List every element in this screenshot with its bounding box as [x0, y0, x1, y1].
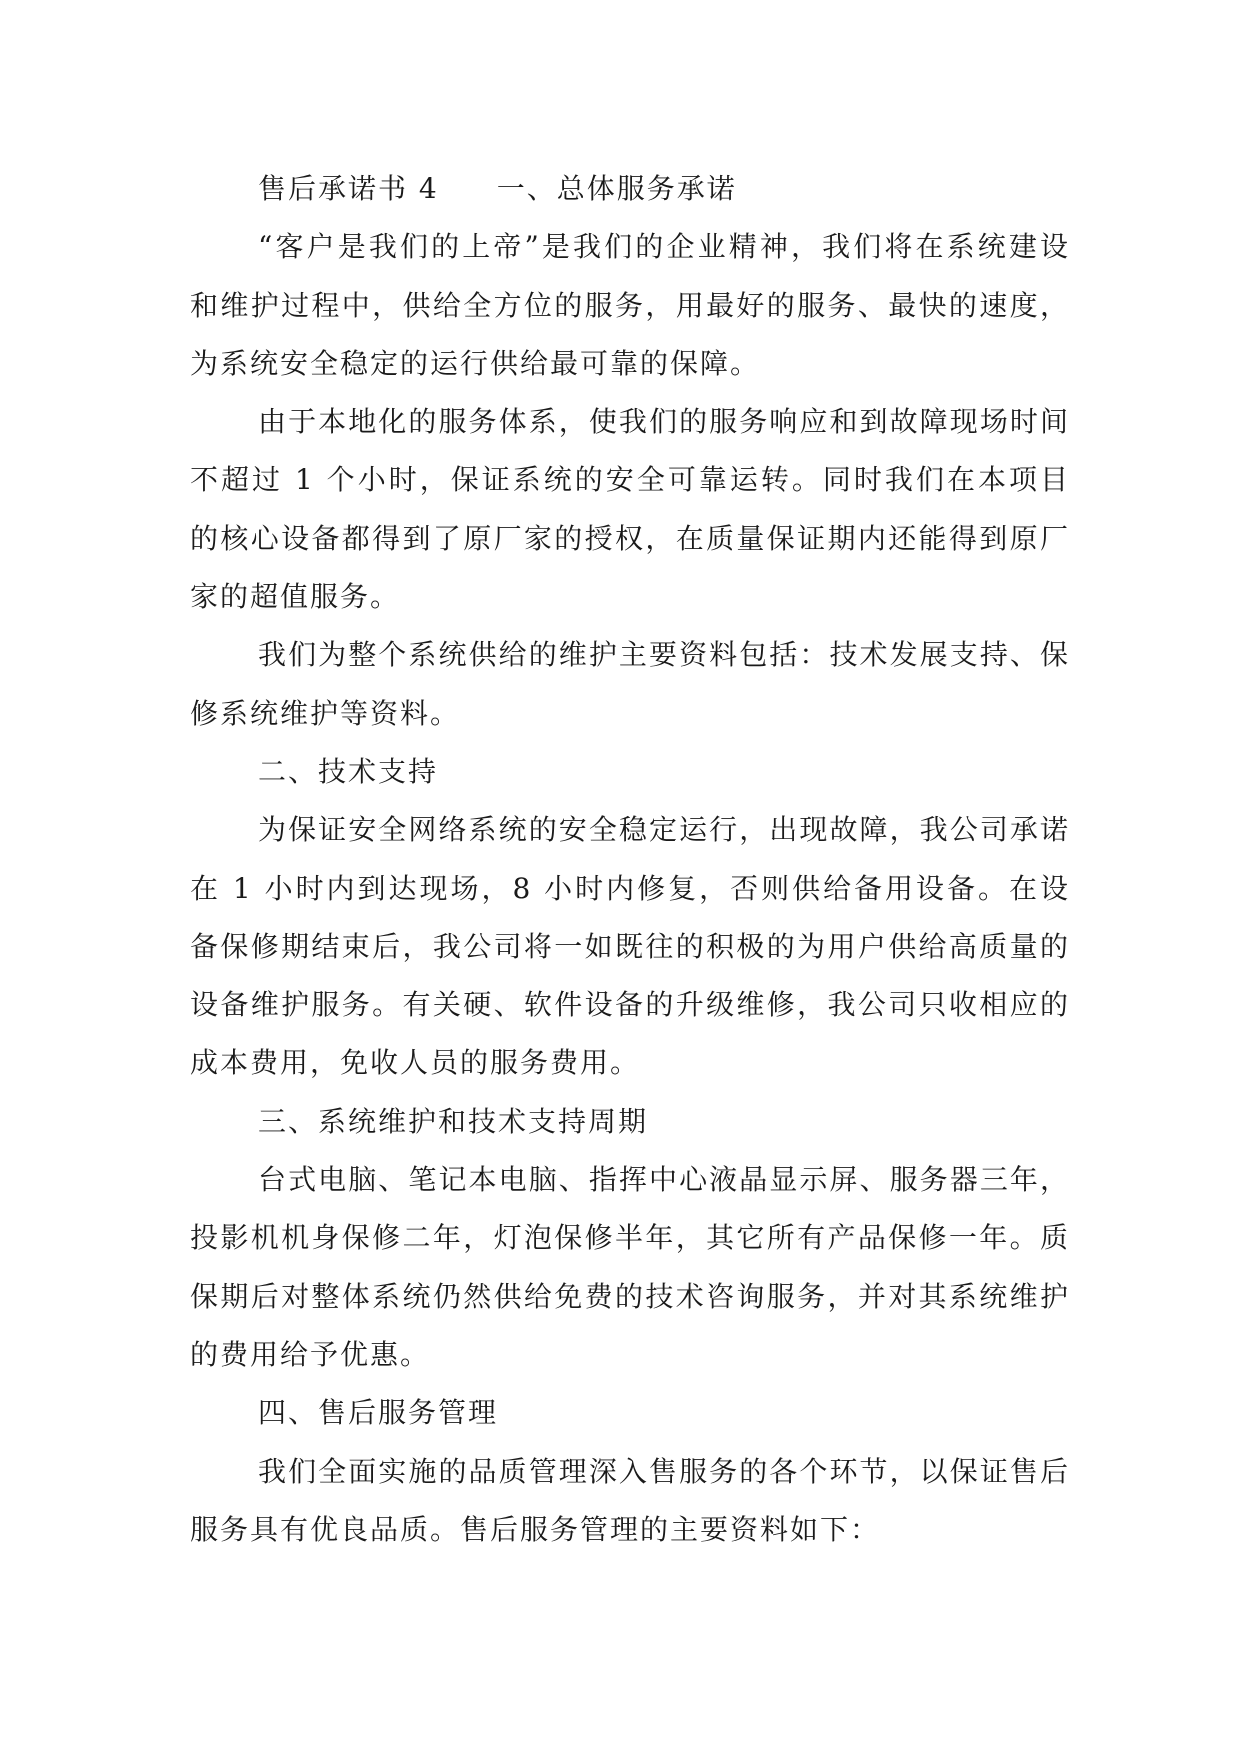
document-body — [190, 160, 1070, 1559]
paragraph-maintenance-materials: 我们为整个系统供给的维护主要资料包括：技术发展支持、保修系统维护等资料。 — [190, 638, 1070, 730]
section-heading-1: 一、总体服务承诺 — [496, 172, 737, 205]
document-title: 售后承诺书 4 — [258, 172, 439, 205]
section-heading-4: 四、售后服务管理 — [258, 1396, 499, 1430]
paragraph-tech-support: 为保证安全网络系统的安全稳定运行，出现故障，我公司承诺在 1 小时内到达现场，8 小时内修复，否则供给备用设备。在设备保修期结束后，我公司将一如既往的积极的为用户供给高质量的设备维护服务。有关硬、软件设备的升级维修，我公司只收相应的成本费用，免收人员的服务费用。 — [190, 813, 1070, 1080]
paragraph-service-management: 我们全面实施的品质管理深入售服务的各个环节，以保证售后服务具有优良品质。售后服务管理的主要资料如下： — [190, 1454, 1070, 1546]
section-heading-2: 二、技术支持 — [258, 754, 439, 788]
title-line — [190, 160, 1070, 218]
paragraph-warranty-period: 台式电脑、笔记本电脑、指挥中心液晶显示屏、服务器三年，投影机机身保修二年，灯泡保修半年，其它所有产品保修一年。质保期后对整体系统仍然供给免费的技术咨询服务，并对其系统维护的费用给予优惠。 — [190, 1163, 1070, 1371]
section-heading-3: 三、系统维护和技术支持周期 — [258, 1104, 649, 1138]
paragraph-customer-motto: “客户是我们的上帝”是我们的企业精神，我们将在系统建设和维护过程中，供给全方位的服务，用最好的服务、最快的速度，为系统安全稳定的运行供给最可靠的保障。 — [190, 230, 1070, 380]
paragraph-local-service: 由于本地化的服务体系，使我们的服务响应和到故障现场时间不超过 1 个小时，保证系统的安全可靠运转。同时我们在本项目的核心设备都得到了原厂家的授权，在质量保证期内还能得到原厂家的超值服务。 — [190, 405, 1070, 614]
